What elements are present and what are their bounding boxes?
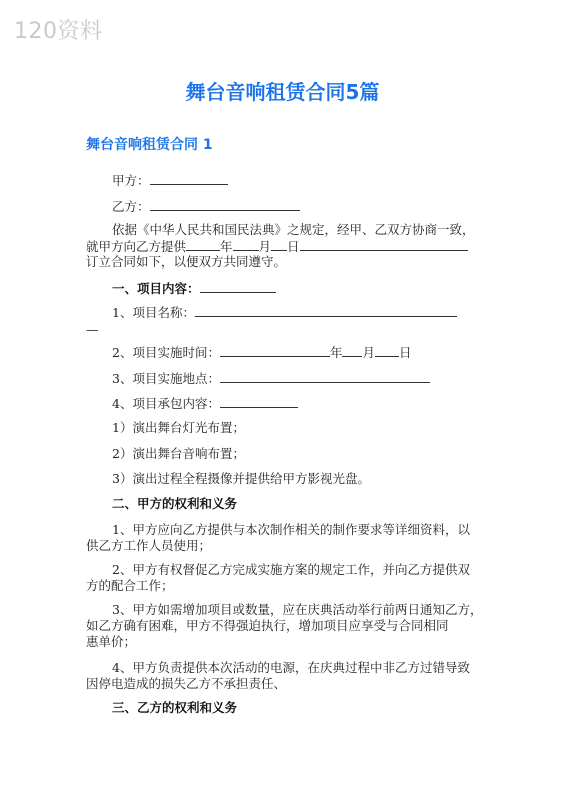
party-a-blank xyxy=(150,172,228,185)
sub-item-lighting: 1）演出舞台灯光布置； xyxy=(112,420,245,435)
party-b-label: 乙方： xyxy=(112,199,150,214)
clause-a3-line2: 如乙方确有困难，甲方不得强迫执行，增加项目应享受与合同相同 xyxy=(86,618,449,633)
heading-party-a-rights: 二、甲方的权利和义务 xyxy=(112,496,238,511)
intro-month: 月 xyxy=(258,239,272,254)
clause-a4-line2: 因停电造成的损失乙方不承担责任、 xyxy=(86,676,287,691)
heading-party-b-rights: 三、乙方的权利和义务 xyxy=(112,700,238,715)
blank xyxy=(220,370,430,383)
intro-line-1: 依据《中华人民共和国民法典》之规定，经甲、乙双方协商一致， xyxy=(112,222,475,237)
blank xyxy=(375,344,399,357)
intro-text: 就甲方向乙方提供 xyxy=(86,239,187,254)
clause-a2-line2: 方的配合工作； xyxy=(86,578,174,593)
item-label: 4、项目承包内容： xyxy=(112,396,220,411)
item-label: 2、项目实施时间： xyxy=(112,345,220,360)
item-label: 1、项目名称： xyxy=(112,305,195,320)
item-project-time xyxy=(86,344,512,361)
clause-a1-line1: 1、甲方应向乙方提供与本次制作相关的制作要求等详细资料，以 xyxy=(112,522,470,537)
party-a-line xyxy=(86,172,512,189)
clause-a4-line1: 4、甲方负责提供本次活动的电源，在庆典过程中非乙方过错导致 xyxy=(112,660,470,675)
item-project-name xyxy=(86,304,512,321)
clause-a2-line1: 2、甲方有权督促乙方完成实施方案的规定工作，并向乙方提供双 xyxy=(112,562,470,577)
heading-text: 一、项目内容： xyxy=(112,281,200,296)
item-year: 年 xyxy=(329,345,343,360)
document-title: 舞台音响租赁合同5篇 xyxy=(185,80,380,104)
item-month: 月 xyxy=(362,345,375,360)
heading-project-content xyxy=(86,280,512,297)
item-project-scope xyxy=(86,395,512,412)
blank xyxy=(220,395,298,408)
intro-line-3: 订立合同如下，以便双方共同遵守。 xyxy=(86,254,287,269)
blank xyxy=(271,238,287,251)
party-b-blank xyxy=(150,198,300,211)
watermark: 120资料 xyxy=(14,19,103,44)
item-project-name-cont: — xyxy=(86,322,99,337)
item-label: 3、项目实施地点： xyxy=(112,371,220,386)
sub-item-video: 3）演出过程全程摄像并提供给甲方影视光盘。 xyxy=(112,471,370,486)
blank xyxy=(186,238,220,251)
intro-line-2 xyxy=(86,238,486,255)
intro-year: 年 xyxy=(220,239,233,254)
sub-item-audio: 2）演出舞台音响布置； xyxy=(112,446,245,461)
blank xyxy=(233,238,259,251)
blank xyxy=(300,238,468,251)
intro-day: 日 xyxy=(287,239,300,254)
item-day: 日 xyxy=(399,345,412,360)
blank xyxy=(200,280,276,293)
clause-a1-line2: 供乙方工作人员使用； xyxy=(86,538,212,553)
blank xyxy=(195,304,457,317)
clause-a3-line1: 3、甲方如需增加项目或数量，应在庆典活动举行前两日通知乙方， xyxy=(112,602,483,617)
party-a-label: 甲方： xyxy=(112,173,150,188)
section-title: 舞台音响租赁合同 1 xyxy=(86,137,213,153)
item-project-location xyxy=(86,370,512,387)
blank xyxy=(342,344,362,357)
clause-a3-line3: 惠单价； xyxy=(86,634,137,649)
party-b-line xyxy=(86,198,512,215)
blank xyxy=(220,344,330,357)
